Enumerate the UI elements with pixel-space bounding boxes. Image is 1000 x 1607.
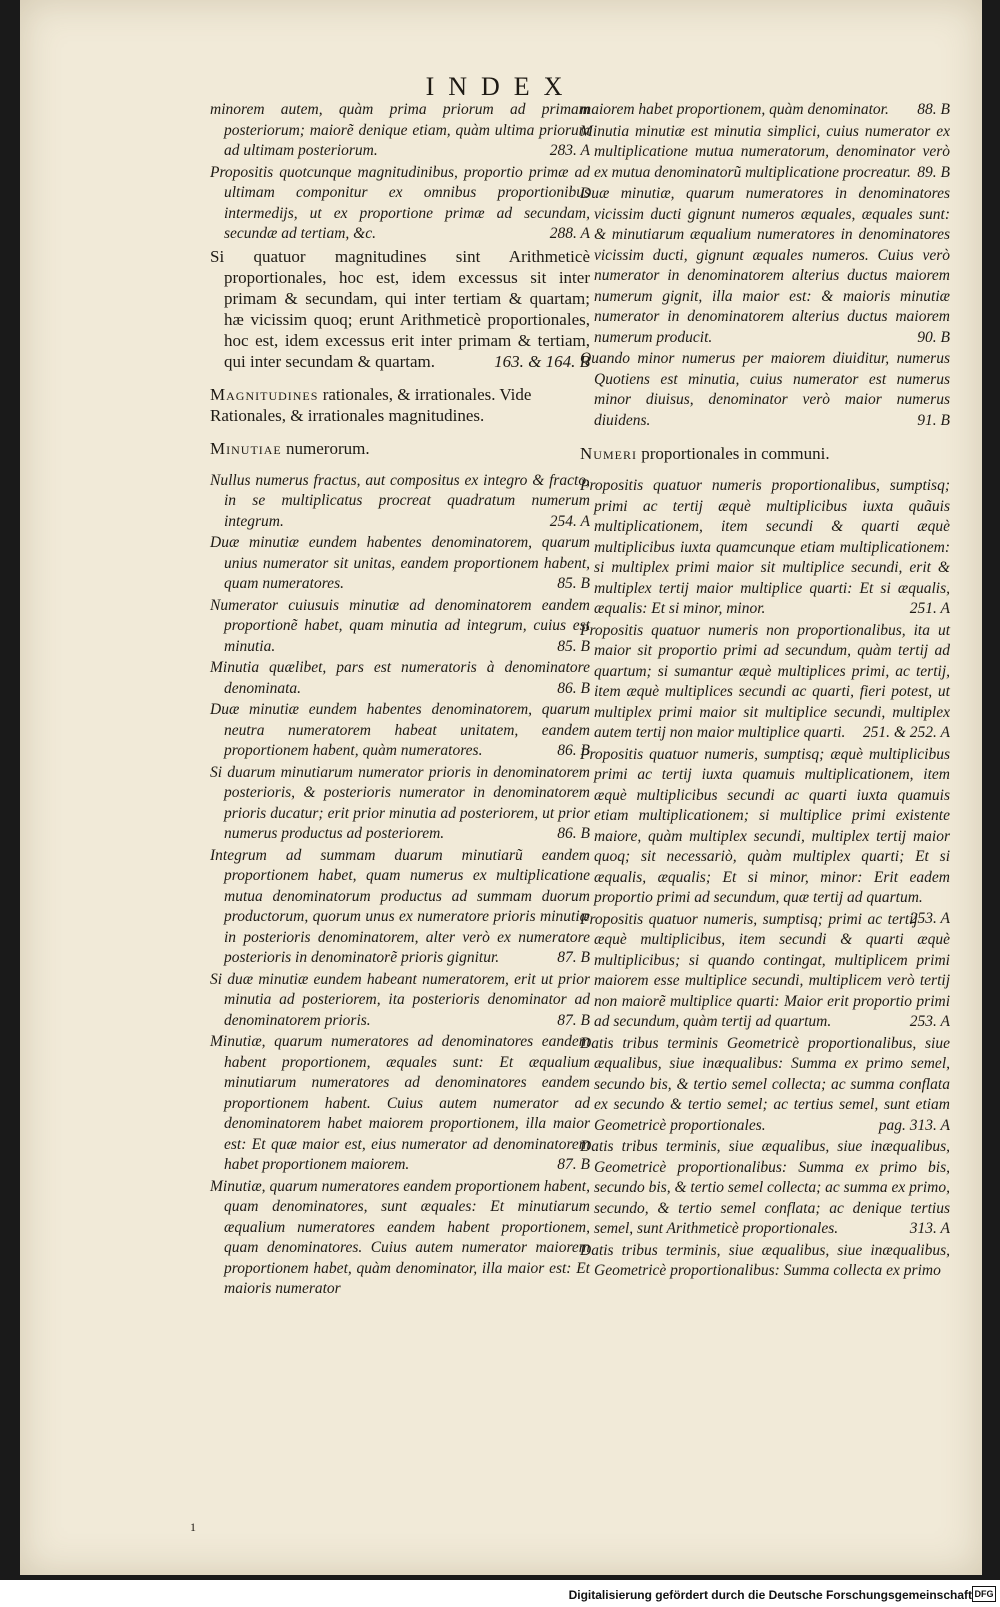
index-entry [580,349,950,431]
entry-text: Duæ minutiæ, quarum numeratores in denominatores vicissim ducti gignunt numeros æquales, æquales sunt: & minutiarum æqualium numeratores in denominatores vicissim ducti, gignunt æquales numeros. Cuius verò numerator in denominatorem alterius ductus maiorem numerum gignit, illa maior est: & maioris minutiæ numerator in denominatorem alterius ductus maiorem numerum producit. [580,185,950,346]
entry-text: Duæ minutiæ eundem habentes denominatorem, quarum neutra numeratorem habeat unitatem, eandem proportionem habent, quàm numeratores. [210,701,590,759]
page-reference: 253. A [909,1013,950,1030]
index-entry [210,658,590,699]
index-entry-roman [210,246,590,372]
index-heading-minutiae [210,438,590,459]
index-heading-magnitudines [210,384,590,426]
entry-text: Datis tribus terminis, siue æqualibus, siue inæqualibus, Geometricè proportionalibus: Summa collecta ex primo [580,1241,950,1279]
headword: Minutiae [210,438,282,458]
headword: Numeri [580,444,637,463]
heading-rest: numerorum. [286,438,370,458]
page-reference: 86. B [557,825,590,842]
running-head: INDEX [425,72,577,101]
index-entry [210,163,590,245]
page-reference: 91. B [917,411,950,429]
entry-text: Duæ minutiæ eundem habentes denominatorem, quarum unius numerator sit unitas, eandem proportionem habent, quam numeratores. [210,534,590,592]
entry-text: Minutiæ, quarum numeratores eandem proportionem habent, quam denominatores, sunt æquales: Et minutiarum æqualium numeratores eandem habent proportionem, quam denominatores. Cuius autem numerator maiorem proportionem habet, quàm denominator, illa maior est: Et maioris numerator [210,1177,590,1297]
entry-text: Propositis quatuor numeris non proportionalibus, ita ut maior sit proportio primi ad secundum, quàm tertij ad quartum; si sumantur æquè multiplices primi, ac tertij, item æquè multiplices secundi ac quarti, fieri potest, ut multiplex primi maior sit multiplice secundi, multiplex autem tertij non maior multiplice quarti. [580,621,950,741]
index-entry [580,1137,950,1240]
entry-text: Propositis quatuor numeris proportionalibus, sumptisq; primi ac tertij æquè multiplicibus iuxta quãuis multiplicationem, item secundi & quarti æquè multiplicibus iuxta quamcunque etiam multiplicationem: si multiplex primi maior sit multiplice secundi, erit & multiplex tertij maior multiplice quarti: Et si æqualis, æqualis: Et si minor, minor. [580,477,950,617]
entry-text: Datis tribus terminis Geometricè proportionalibus, siue æqualibus, siue inæqualibus: Summa ex primo semel, secundo bis, & tertio semel collecta; ac summa conflata ex secundo & tertio semel; ac tertius semel, sunt etiam Geometricè proportionales. [580,1034,950,1134]
index-entry [210,1032,590,1176]
entry-text: Datis tribus terminis, siue æqualibus, siue inæqualibus, Geometricè proportionalibus: Summa ex primo bis, secundo bis, & tertio semel collecta; ac summa ex primo, secundo, & tertio semel conflata; ac denique tertius semel, sunt Arithmeticè proportionales. [580,1138,950,1237]
index-entry [580,745,950,927]
entry-text: Nullus numerus fractus, aut compositus ex integro & fracto, in se multiplicatus procreat quadratum numerum integrum. [210,471,590,530]
page-reference: 288. A [549,225,590,242]
page-reference: 88. B [917,101,950,118]
digitization-footer [0,1580,1000,1607]
index-entry [580,184,950,348]
entry-text: Si duæ minutiæ eundem habeant numeratorem, erit ut prior minutia ad posteriorem, ita posterioris denominator ad denominatorem prioris. [210,970,590,1029]
page-reference: 90. B [917,328,950,346]
index-entry [580,100,950,121]
entry-text: Minutia minutiæ est minutia simplici, cuius numerator ex multiplicatione mutua numeratorum, denominator verò ex mutua denominatorũ multiplicatione procreatur. [580,122,950,181]
page-reference: 254. A [549,512,590,530]
page-reference: 313. A [909,1220,950,1237]
index-heading-numeri [580,443,950,464]
left-column [210,100,590,1301]
entry-text: Integrum ad summam duarum minutiarũ eandem proportionem habet, quam numerus ex multiplicatione mutua denominatorum productus ad summam duorum productorum, quorum unus ex numeratore prioris minutiæ in posterioris denominatorem, alter verò ex numeratore posterioris in denominatorẽ prioris gignitur. [210,846,590,966]
entry-text: Minutia quælibet, pars est numeratoris à denominatore denominata. [210,659,590,697]
index-entry [580,1241,950,1282]
page-reference: 86. B [557,679,590,697]
index-entry [210,471,590,533]
entry-text: minorem autem, quàm prima priorum ad primam posteriorum; maiorẽ denique etiam, quàm ultima priorum ad ultimam posteriorum. [210,101,590,159]
dfg-logo: DFG [972,1586,996,1602]
index-entry [580,910,950,1033]
index-entry [580,122,950,184]
page-reference: pag. 313. A [878,1116,950,1134]
index-entry [210,1177,590,1300]
page-reference: 251. A [909,600,950,617]
right-column [580,100,950,1283]
footer-credit: Digitalisierung gefördert durch die Deutsche Forschungsgemeinschaft [568,1588,972,1602]
heading-rest: proportionales in communi. [641,444,830,463]
page-reference: 163. & 164. B [494,351,590,371]
index-entry [210,763,590,845]
entry-text: Propositis quotcunque magnitudinibus, proportio primæ ad ultimam componitur ex omnibus proportionibus intermedijs, ut ex proportione primæ ad secundam, secundæ ad tertiam, &c. [210,163,590,242]
page-reference: 87. B [557,1011,590,1029]
page-reference: 87. B [557,949,590,966]
index-entry [210,596,590,658]
index-entry [580,476,950,620]
index-entry [210,846,590,969]
heading-rest: rationales, & irrationales. Vide Rationales, & irrationales magnitudines. [210,384,532,425]
entry-text: Quando minor numerus per maiorem diuiditur, numerus Quotiens est minutia, cuius numerator est numerus minor diuisus, denominator verò maior numerus diuidens. [580,350,950,429]
index-entry [210,100,590,162]
page-reference: 283. A [549,142,590,159]
page-tail-mark: 1 [190,1520,196,1534]
page-reference: 87. B [557,1156,590,1173]
page-reference: 86. B [557,742,590,759]
entry-text: Numerator cuiusuis minutiæ ad denominatorem eandem proportionẽ habet, quam minutia ad integrum, cuius est minutia. [210,596,590,655]
index-entry [580,1034,950,1137]
page-reference: 89. B [917,163,950,181]
headword: Magnitudines [210,384,319,404]
index-entry [210,533,590,595]
entry-text: maiorem habet proportionem, quàm denominator. [580,101,889,118]
index-entry [210,700,590,762]
entry-text: Si quatuor magnitudines sint Arithmeticè proportionales, hoc est, idem excessus sit inter primam & secundam, qui inter tertiam & quartam; hæ vicissim quoq; erunt Arithmeticè proportionales, hoc est, idem excessus erit inter primam & tertiam, qui inter secundam & quartam. [210,246,590,371]
page-reference: 253. A [909,909,950,927]
page-reference: 85. B [557,575,590,592]
entry-text: Propositis quatuor numeris, sumptisq; primi ac tertij æquè multiplicibus, item secundi & quarti æquè multiplicibus; si quando contingat, multiplicem primi maiorem esse multiplice secundi, multiplicem verò tertij non maiorẽ multiplice quarti: Maior erit proportio primi ad secundum, quàm tertij ad quartum. [580,910,950,1030]
page-reference: 85. B [557,637,590,655]
entry-text: Minutiæ, quarum numeratores ad denominatores eandem habent proportionem, æquales sunt: Et æqualium minutiarum numeratores ad denominatores eandem proportionem habent. Cuius autem numerator ad denominatorem habet maiorem proportionem, illa maior est: Et quæ maior est, eius numerator ad denominatorem habet proportionem maiorem. [210,1033,590,1173]
entry-text: Si duarum minutiarum numerator prioris in denominatorem posterioris, & posterioris numerator in denominatorem prioris ducatur; erit prior minutia ad posteriorem, ut prior numerus productus ad posteriorem. [210,763,590,842]
entry-text: Propositis quatuor numeris, sumptisq; æquè multiplicibus primi ac tertij iuxta quamuis multiplicationem, item æquè multiplicibus secundi ac quarti iuxta quamuis etiam multiplicationem; si multiplice primi existente maiore, quàm multiplex secundi, multiplex tertij maior quoq; sit necessariò, quàm multiplex quarti; Et si æqualis, æqualis; Et si minor, minor: Erit eadem proportio primi ad secundum, quæ tertij ad quartum. [580,745,950,906]
book-page [20,0,982,1575]
index-entry [210,970,590,1032]
page-reference: 251. & 252. A [862,724,950,741]
index-entry [580,621,950,744]
